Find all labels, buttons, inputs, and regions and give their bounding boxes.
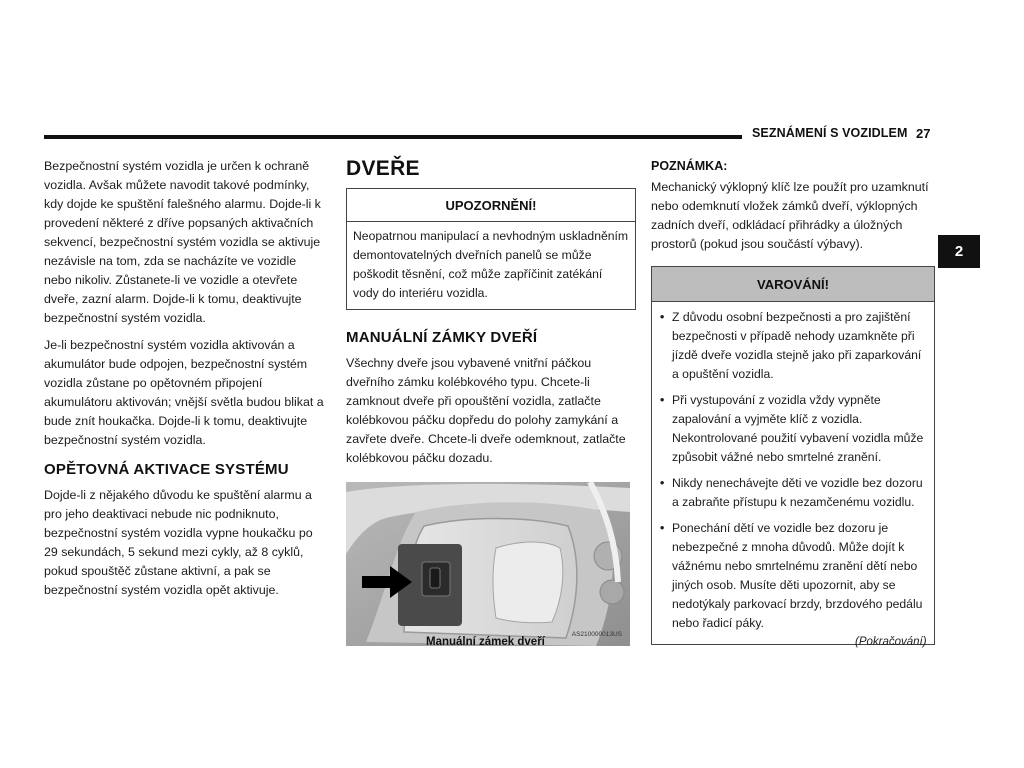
door-lock-figure [346,482,630,646]
heading-manual-locks: MANUÁLNÍ ZÁMKY DVEŘÍ [346,329,538,346]
warning-item: • Z důvodu osobní bezpečnosti a pro zajištění bezpečnosti v případě nehody uzamkněte při jízdě dveře vozidla stejně jako při zaparkování a opuštění vozidla. [660,308,926,384]
heading-doors: DVEŘE [346,157,420,180]
warning-item: • Ponechání dětí ve vozidle bez dozoru je nebezpečné z mnoha důvodů. Může dojít k vážnému nebo smrtelnému zranění dětí nebo jiných osob. Musíte děti upozornit, aby se nedotýkaly parkovací brzdy, brzdového pedálu nebo řadicí páky. [660,519,926,633]
warning-list [652,302,934,644]
warning-item: • Nikdy nenechávejte děti ve vozidle bez dozoru a zabraňte přístupu k nezamčenému vozidlu. [660,474,926,512]
heading-reactivation: OPĚTOVNÁ AKTIVACE SYSTÉMU [44,461,289,478]
note-label: POZNÁMKA: [651,159,728,173]
header-rule [44,135,742,139]
column-right [651,157,935,645]
section-title: SEZNÁMENÍ S VOZIDLEM [752,126,908,140]
figure-code: AS210000013US [571,631,622,638]
column-left [44,157,326,600]
caution-text: Neopatrnou manipulací a nevhodným uskladněním demontovatelných dveřních panelů se může poškodit těsnění, což může zapříčinit zatékání vody do interiéru vozidla. [353,229,629,300]
chapter-tab: 2 [938,235,980,268]
continued-label: (Pokračování) [855,636,927,648]
page-number: 27 [916,126,931,141]
column-middle [346,157,636,646]
paragraph-reactivation: Dojde-li z nějakého důvodu ke spuštění alarmu a pro jeho deaktivaci nebude nic podniknuto, bezpečnostní systém vozidla vypne houkačku po 29 sekundách, 5 sekund mezi cykly, až 8 cyklů, pokud spouštěč zůstane aktivní, a pak se bezpečnostní systém vozidla opět aktivuje. [44,488,313,597]
door-lock-illustration [346,482,630,646]
paragraph-battery: Je-li bezpečnostní systém vozidla aktivován a akumulátor bude odpojen, bezpečnostní systém vozidla zůstane po opětovném připojení akumulátoru aktivován; vnější světla budou blikat a bude znít houkačka. Dojde-li k tomu, deaktivujte bezpečnostní systém vozidla. [44,338,324,447]
figure-caption: Manuální zámek dveří [426,636,545,648]
note-text: Mechanický výklopný klíč lze použít pro uzamknutí nebo odemknutí vložek zámků dveří, výklopných zadních dveří, odkládací přihrádky a úložných prostorů (pokud jsou součástí výbavy). [651,180,929,251]
paragraph-alarm-intro: Bezpečnostní systém vozidla je určen k ochraně vozidla. Avšak můžete navodit takové podmínky, kdy dojde ke spuštění falešného alarmu. Dojde-li k provedení některé z dříve popsaných aktivačních sekvencí, bezpečnostní systém vozidla se aktivuje nezávisle na tom, zda se nacházíte ve vozidle nebo nikoliv. Zůstanete-li ve vozidle a otevřete dveře, zazní alarm. Dojde-li k tomu, deaktivujte bezpečnostní systém vozidla. [44,159,321,325]
warning-item: • Při vystupování z vozidla vždy vypněte zapalování a vyjměte klíč z vozidla. Nekontrolované použití vybavení vozidla může způsobit vážné nebo smrtelné zranění. [660,391,926,467]
warning-title: VAROVÁNÍ! [652,267,934,302]
warning-box [651,266,935,645]
paragraph-manual-locks: Všechny dveře jsou vybavené vnitřní páčkou dveřního zámku kolébkového typu. Chcete-li zamknout dveře při opouštění vozidla, zatlačte kolébkovou páčku dopředu do polohy zamykání a zavřete dveře. Chcete-li dveře odemknout, zatlačte kolébkovou páčku dozadu. [346,356,626,465]
caution-box [346,188,636,310]
caution-title: UPOZORNĚNÍ! [347,189,635,222]
